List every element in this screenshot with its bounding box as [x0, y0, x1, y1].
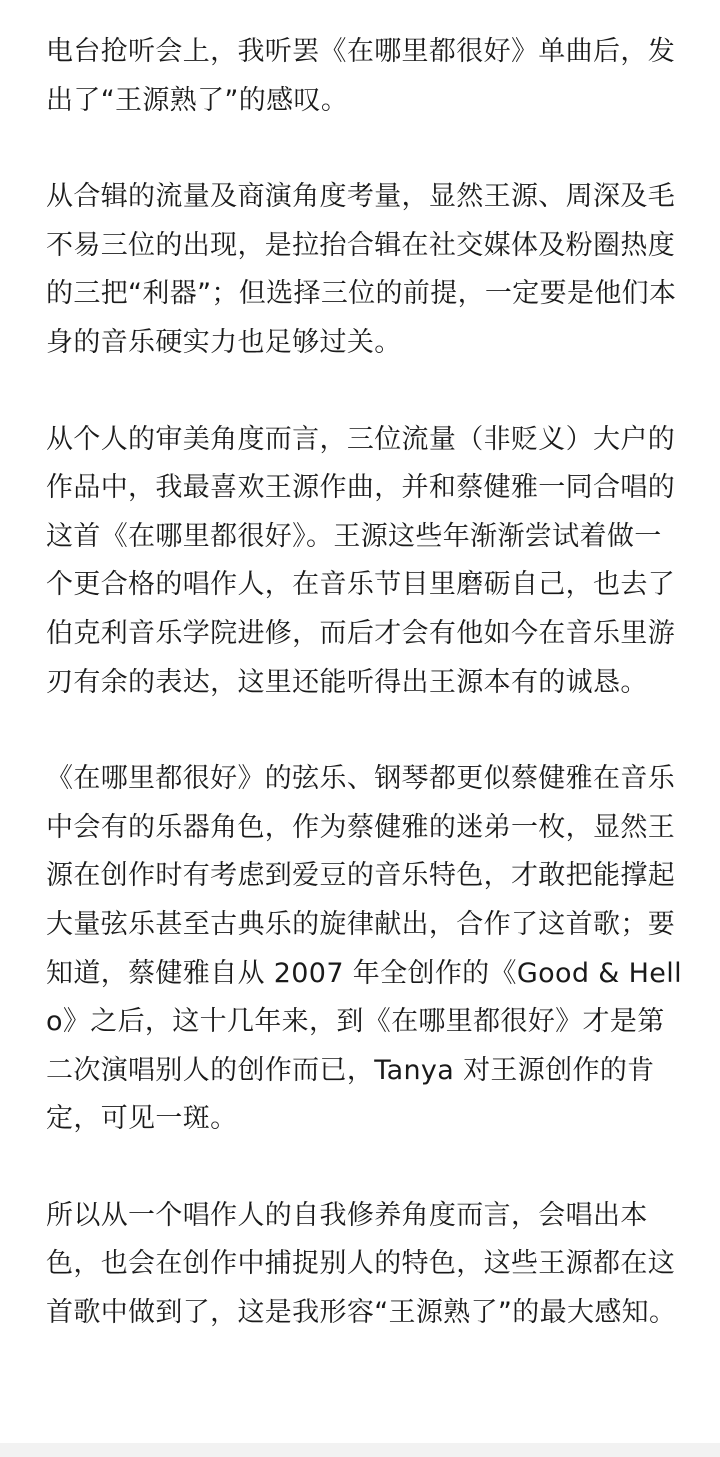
article-body — [46, 28, 682, 1338]
paragraph-5: 所以从一个唱作人的自我修养角度而言，会唱出本色，也会在创作中捕捉别人的特色，这些王源都在这首歌中做到了，这是我形容“王源熟了”的最大感知。 — [46, 1199, 677, 1329]
paragraph-4: 《在哪里都很好》的弦乐、钢琴都更似蔡健雅在音乐中会有的乐器角色，作为蔡健雅的迷弟一枚，显然王源在创作时有考虑到爱豆的音乐特色，才敢把能撑起大量弦乐甚至古典乐的旋律献出，合作了这首歌；要知道，蔡健雅自从 2007 年全创作的《Good & Hello》之后，这十几年来，到《在哪里都很好》才是第二次演唱别人的创作而已，Tanya 对王源创作的肯定，可见一斑。 — [46, 763, 682, 1135]
bottom-divider — [0, 1443, 720, 1457]
paragraph-1: 电台抢听会上，我听罢《在哪里都很好》单曲后，发出了“王源熟了”的感叹。 — [46, 36, 676, 116]
paragraph-2: 从合辑的流量及商演角度考量，显然王源、周深及毛不易三位的出现，是拉抬合辑在社交媒体及粉圈热度的三把“利器”；但选择三位的前提，一定要是他们本身的音乐硬实力也足够过关。 — [46, 181, 677, 358]
paragraph-3: 从个人的审美角度而言，三位流量（非贬义）大户的作品中，我最喜欢王源作曲，并和蔡健雅一同合唱的这首《在哪里都很好》。王源这些年渐渐尝试着做一个更合格的唱作人，在音乐节目里磨砺自己，也去了伯克利音乐学院进修，而后才会有他如今在音乐里游刃有余的表达，这里还能听得出王源本有的诚恳。 — [46, 423, 676, 698]
